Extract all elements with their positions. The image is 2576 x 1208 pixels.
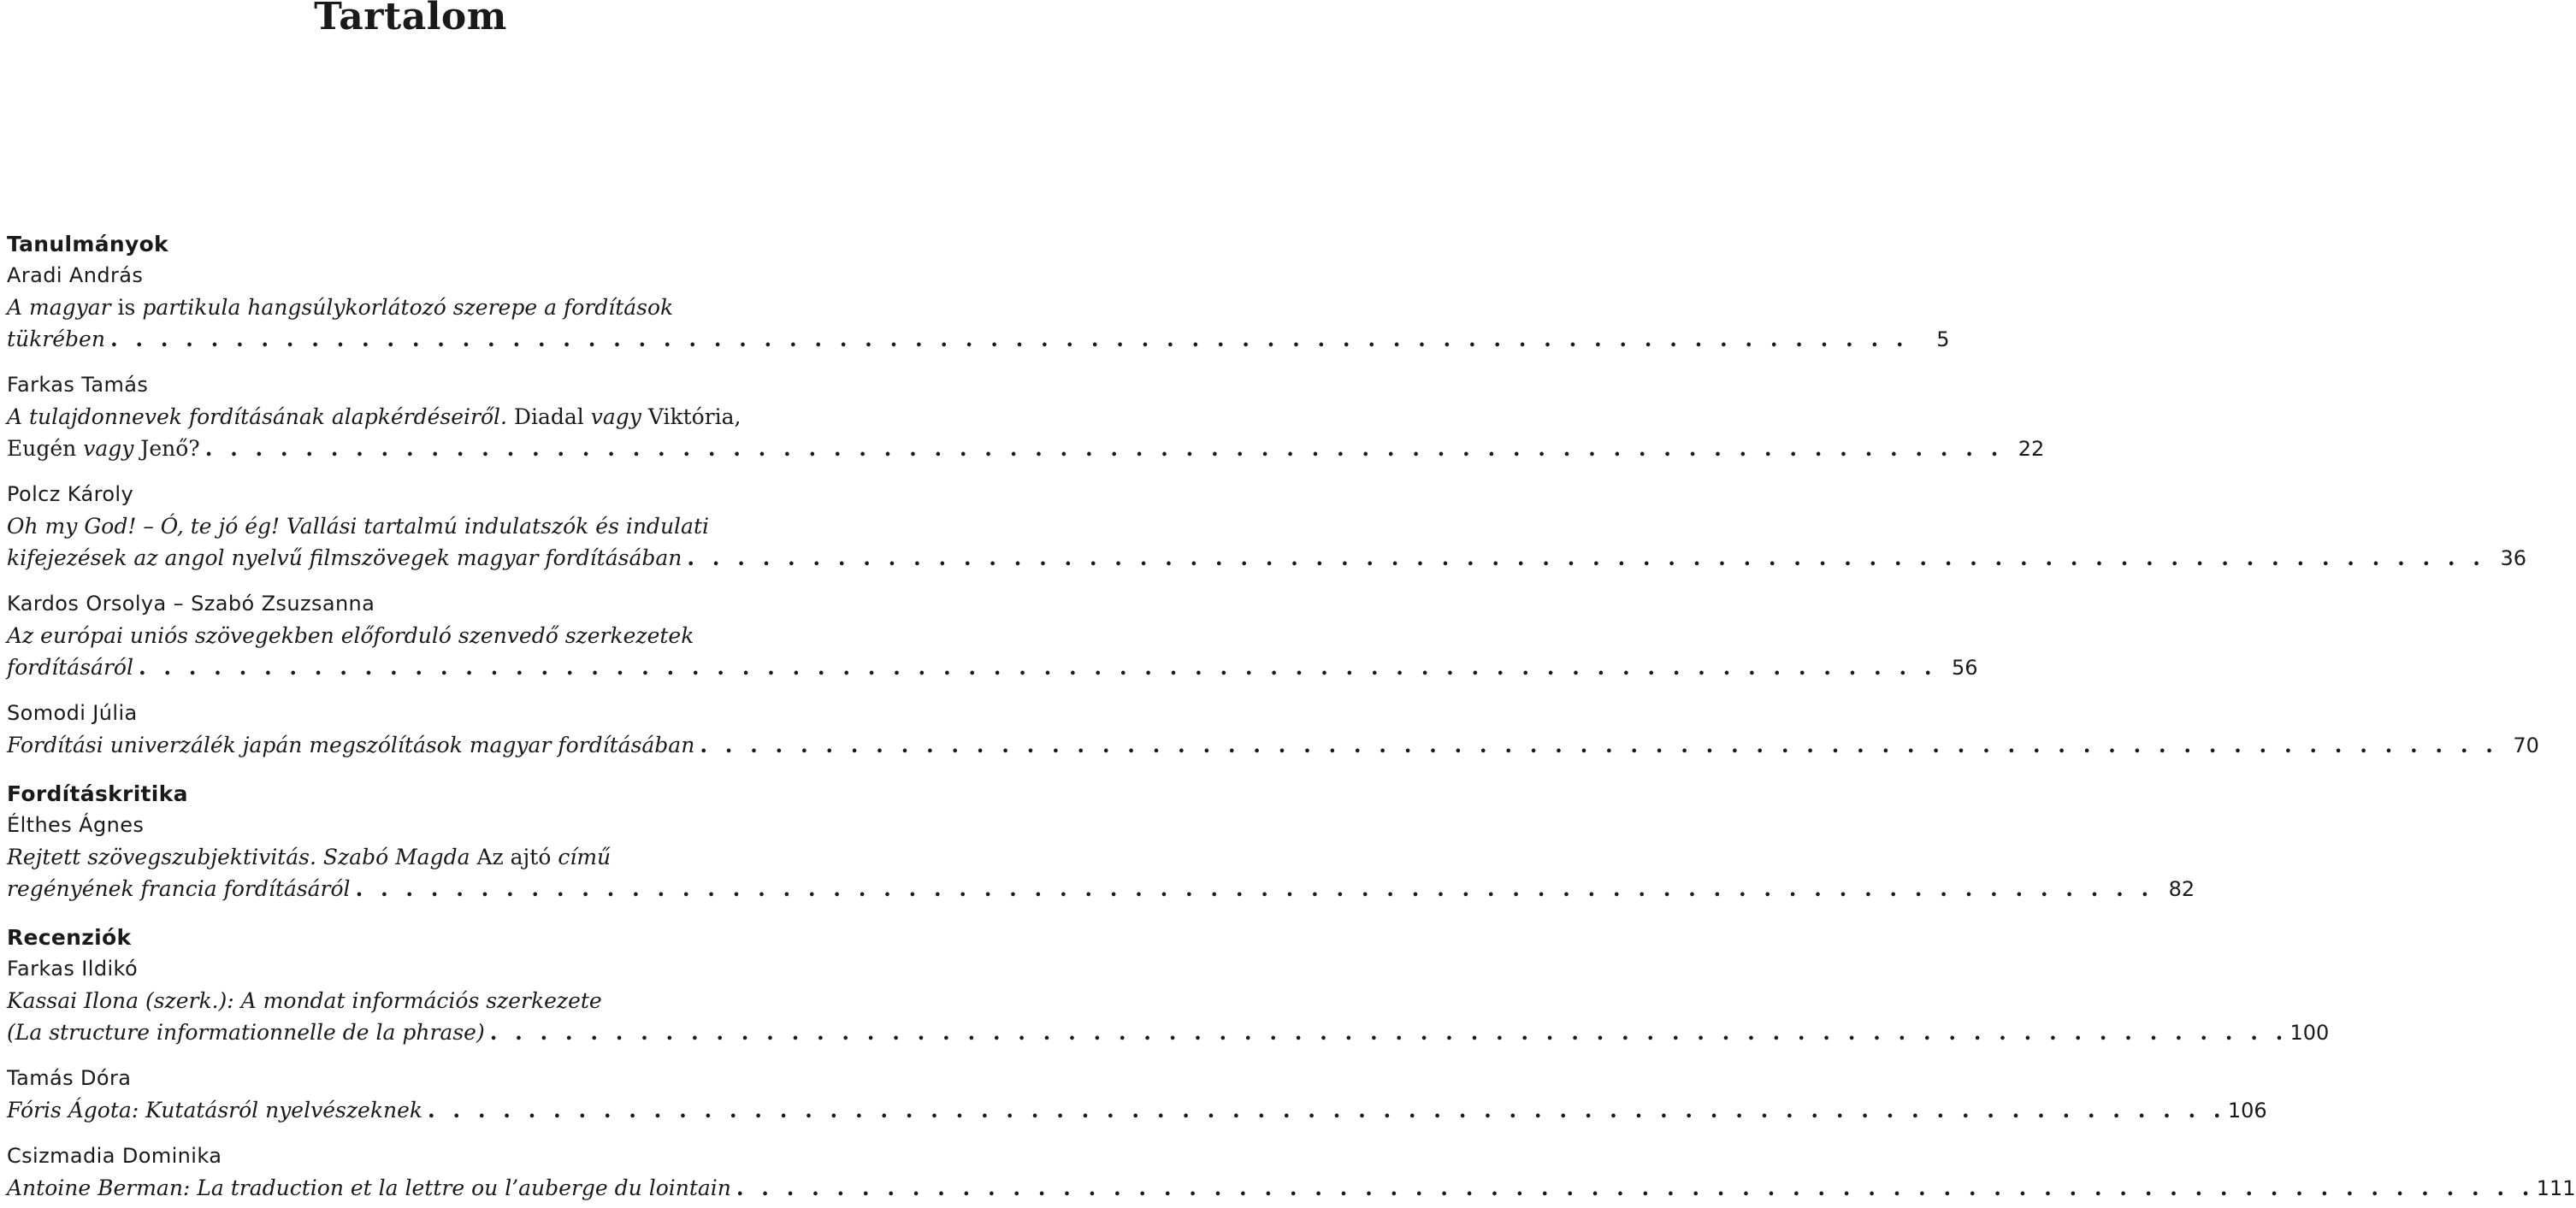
section-heading-recenziok: Recenziók	[7, 925, 132, 950]
toc-entry-aradi[interactable]	[7, 260, 1950, 356]
entry-title-last-line: Fóris Ágota: Kutatásról nyelvészeknek . . . . . . . . . . . . . . . . . . . . . . . . . . . . . . . . . . . . . . . . . . . . . . . . . . . . . . . . . . . . . . . . . . . . . . . . 106	[7, 1094, 814, 1127]
entry-author: Tamás Dóra	[7, 1066, 132, 1090]
page-number: 5	[1936, 327, 1950, 351]
toc-entry-csizmadia[interactable]	[7, 1140, 2576, 1205]
entry-title-line: Oh my God! – Ó, te jó ég! Vallási tartalmú indulatszók és indulati	[7, 514, 709, 539]
entry-title-line: A tulajdonnevek fordításának alapkérdéseiről. Diadal vagy Viktória,	[7, 404, 741, 429]
dot-leader: . . . . . . . . . . . . . . . . . . . . . . . . . . . . . . . . . . . . . . . . . . . . . . . . . . . . . . . . . . . . . . . . . . . . . . . .	[428, 1098, 2226, 1123]
section-heading-forditaskritika: Fordításkritika	[7, 781, 188, 806]
entry-title-last-line: Antoine Berman: La traduction et la lettre ou l’auberge du lointain . . . . . . . . . . . . . . . . . . . . . . . . . . . . . . . . . . . . . . . . . . . . . . . . . . . . . . . . . . . . . . . . . . . . . . . . 111	[7, 1172, 814, 1205]
page-number: 100	[2289, 1021, 2330, 1045]
toc-entry-polcz[interactable]	[7, 479, 2526, 575]
entry-title-last-line: (La structure informationnelle de la phrase) . . . . . . . . . . . . . . . . . . . . . . . . . . . . . . . . . . . . . . . . . . . . . . . . . . . . . . . . . . . . . . . . . . . . . . . . 100	[7, 1016, 814, 1049]
entry-title-last-line: regényének francia fordításáról . . . . . . . . . . . . . . . . . . . . . . . . . . . . . . . . . . . . . . . . . . . . . . . . . . . . . . . . . . . . . . . . . . . . . . . . 82	[7, 873, 814, 905]
toc-entry-farkas-ildiko[interactable]	[7, 953, 2330, 1049]
entry-author: Aradi András	[7, 263, 144, 287]
entry-title-line: A magyar is partikula hangsúlykorlátozó szerepe a fordítások	[7, 295, 674, 320]
page-number: 82	[2168, 877, 2195, 901]
toc-entry-tamas-dora[interactable]	[7, 1063, 2267, 1127]
entry-author: Farkas Ildikó	[7, 957, 139, 981]
dot-leader: . . . . . . . . . . . . . . . . . . . . . . . . . . . . . . . . . . . . . . . . . . . . . . . . . . . . . . . . . . . . . . . . . . . . . . . .	[204, 436, 2004, 461]
dot-leader: . . . . . . . . . . . . . . . . . . . . . . . . . . . . . . . . . . . . . . . . . . . . . . . . . . . . . . . . . . . . . . . . . . . . . . . .	[355, 876, 2154, 901]
toc-entry-somodi[interactable]	[7, 698, 2539, 762]
section-heading-tanulmanyok: Tanulmányok	[7, 232, 168, 256]
dot-leader: . . . . . . . . . . . . . . . . . . . . . . . . . . . . . . . . . . . . . . . . . . . . . . . . . . . . . . . . . . . . . . . . . . . . . . . .	[736, 1176, 2535, 1200]
dot-leader: . . . . . . . . . . . . . . . . . . . . . . . . . . . . . . . . . . . . . . . . . . . . . . . . . . . . . . . . . . . . . . . . . . . . . . . .	[489, 1020, 2289, 1045]
entry-author: Csizmadia Dominika	[7, 1144, 222, 1168]
page-number: 106	[2227, 1099, 2267, 1123]
page-number: 111	[2536, 1176, 2576, 1200]
toc-entry-elthes[interactable]	[7, 810, 2195, 905]
entry-title-last-line: Fordítási univerzálék japán megszólítások magyar fordításában . . . . . . . . . . . . . . . . . . . . . . . . . . . . . . . . . . . . . . . . . . . . . . . . . . . . . . . . . . . . . . . . . . . . . . . . 70	[7, 729, 814, 762]
entry-title-line: Rejtett szövegszubjektivitás. Szabó Magda Az ajtó című	[7, 845, 612, 869]
entry-title-last-line: tükrében . . . . . . . . . . . . . . . . . . . . . . . . . . . . . . . . . . . . . . . . . . . . . . . . . . . . . . . . . . . . . . . . . . . . . . . . 5	[7, 323, 814, 356]
page-number: 56	[1952, 656, 1978, 680]
entry-author: Somodi Júlia	[7, 701, 138, 725]
entry-title-line: Kassai Ilona (szerk.): A mondat információs szerkezete	[7, 988, 602, 1013]
entry-author: Polcz Károly	[7, 482, 134, 506]
entry-title-line: Az európai uniós szövegekben előforduló szenvedő szerkezetek	[7, 623, 694, 648]
entry-title-last-line: Eugén vagy Jenő? . . . . . . . . . . . . . . . . . . . . . . . . . . . . . . . . . . . . . . . . . . . . . . . . . . . . . . . . . . . . . . . . . . . . . . . . 22	[7, 433, 814, 465]
toc-entry-kardos-szabo[interactable]	[7, 588, 1978, 684]
page-number: 22	[2018, 437, 2045, 461]
page-number: 70	[2513, 734, 2539, 757]
page-number: 36	[2500, 546, 2526, 570]
entry-title-last-line: kifejezések az angol nyelvű filmszövegek magyar fordításában . . . . . . . . . . . . . . . . . . . . . . . . . . . . . . . . . . . . . . . . . . . . . . . . . . . . . . . . . . . . . . . . . . . . . . . . 36	[7, 542, 814, 575]
toc-entry-farkas-tamas[interactable]	[7, 369, 2045, 465]
entry-author: Élthes Ágnes	[7, 813, 145, 837]
page-title: Tartalom	[314, 0, 507, 38]
dot-leader: . . . . . . . . . . . . . . . . . . . . . . . . . . . . . . . . . . . . . . . . . . . . . . . . . . . . . . . . . . . . . . . . . . . . . . . .	[687, 545, 2485, 570]
entry-title-last-line: fordításáról . . . . . . . . . . . . . . . . . . . . . . . . . . . . . . . . . . . . . . . . . . . . . . . . . . . . . . . . . . . . . . . . . . . . . . . . 56	[7, 651, 814, 684]
dot-leader: . . . . . . . . . . . . . . . . . . . . . . . . . . . . . . . . . . . . . . . . . . . . . . . . . . . . . . . . . . . . . . . . . . . . . . . .	[138, 655, 1937, 680]
table-of-contents	[7, 229, 2576, 1205]
dot-leader: . . . . . . . . . . . . . . . . . . . . . . . . . . . . . . . . . . . . . . . . . . . . . . . . . . . . . . . . . . . . . . . . . . . . . . . .	[109, 327, 1909, 351]
dot-leader: . . . . . . . . . . . . . . . . . . . . . . . . . . . . . . . . . . . . . . . . . . . . . . . . . . . . . . . . . . . . . . . . . . . . . . . .	[700, 733, 2498, 757]
entry-author: Kardos Orsolya – Szabó Zsuzsanna	[7, 592, 375, 616]
entry-author: Farkas Tamás	[7, 373, 149, 397]
